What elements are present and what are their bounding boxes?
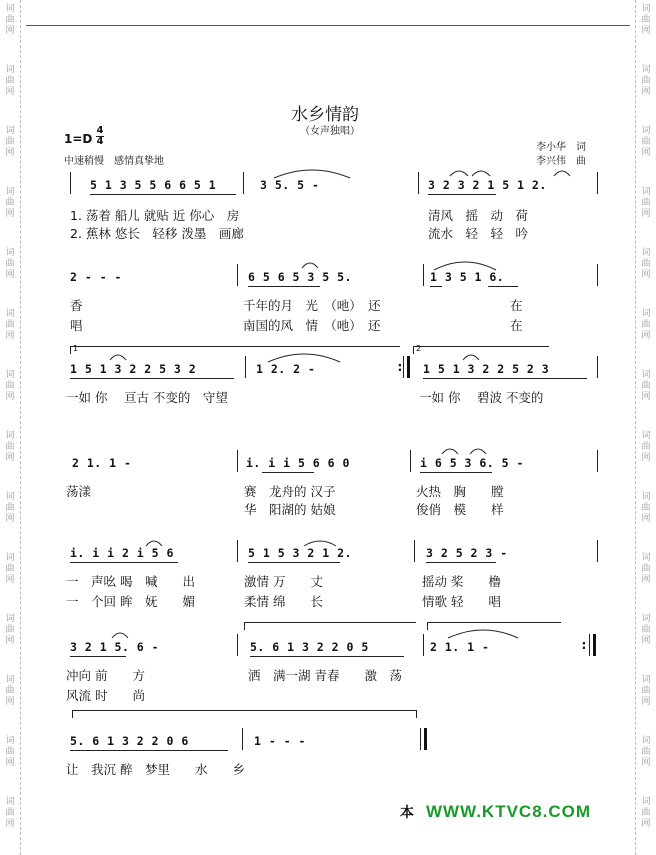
- barline: [597, 172, 598, 194]
- lyric-s4-v1-a: 荡漾: [66, 484, 92, 499]
- barline: [414, 540, 415, 562]
- volta-bracket-1: [244, 622, 416, 623]
- barline: [423, 634, 424, 656]
- volta-hook: [427, 622, 428, 630]
- barline: [237, 264, 238, 286]
- lyric-s2-v2-c: 在: [510, 318, 523, 333]
- volta-bracket-2: [427, 622, 561, 623]
- slur-arc: [470, 166, 492, 178]
- underline: [488, 286, 518, 287]
- footer-label: 本: [400, 805, 414, 821]
- slur-arc: [302, 536, 338, 548]
- barline: [423, 264, 424, 286]
- watermark-text: 词 曲 网: [641, 675, 651, 707]
- volta-bracket-1: [70, 346, 400, 347]
- underline: [70, 378, 234, 379]
- notes-s6-m1: 3 2 1 5. 6 -: [70, 640, 160, 654]
- volta-hook: [413, 346, 414, 354]
- lyricist-credit: 李小华 词: [536, 142, 586, 153]
- repeat-barline: [407, 356, 410, 378]
- lyric-s4-v2-b: 华 阳湖的 姑娘: [244, 502, 336, 517]
- lyric-s5-v1-c: 摇动 桨 橹: [422, 574, 501, 589]
- footer-url[interactable]: WWW.KTVC8.COM: [426, 802, 592, 821]
- lyric-s2-v1-a: 香: [70, 298, 83, 313]
- underline: [248, 286, 320, 287]
- final-barline: [424, 728, 427, 750]
- barline: [245, 356, 246, 378]
- watermark-text: 词 曲 网: [5, 553, 15, 585]
- barline: [597, 264, 598, 286]
- song-subtitle: （女声独唱）: [300, 126, 360, 137]
- slur-arc: [108, 350, 128, 362]
- watermark-text: 词 曲 网: [5, 797, 15, 829]
- notes-s1-m3: 3 2 3 2 1 5 1 2.: [428, 178, 547, 192]
- repeat-barline: [593, 634, 596, 656]
- lyric-s2-v1-c: 在: [510, 298, 523, 313]
- barline: [403, 356, 404, 378]
- lyric-s1-v2-b: 流水 轻 轻 吟: [428, 226, 529, 241]
- song-title: 水乡情韵: [291, 105, 359, 125]
- underline: [250, 656, 404, 657]
- barline: [243, 172, 244, 194]
- watermark-text: 词 曲 网: [641, 187, 651, 219]
- right-watermark-strip: [635, 0, 656, 855]
- underline: [423, 378, 587, 379]
- notes-s1-m1: 5 1 3 5 5 6 6 5 1: [90, 178, 217, 192]
- slur-arc: [461, 350, 481, 362]
- watermark-text: 词 曲 网: [5, 736, 15, 768]
- notes-s5-m2: 5 1 5 3 2 1 2.: [248, 546, 352, 560]
- lyric-s2-v2-a: 唱: [70, 318, 83, 333]
- barline: [420, 728, 421, 750]
- slur-arc: [552, 166, 572, 178]
- barline: [410, 450, 411, 472]
- notes-s4-m1: 2 1. 1 -: [72, 456, 132, 470]
- watermark-text: 词 曲 网: [5, 187, 15, 219]
- underline: [70, 562, 178, 563]
- watermark-text: 词 曲 网: [5, 4, 15, 36]
- underline: [262, 472, 314, 473]
- watermark-text: 词 曲 网: [641, 309, 651, 341]
- lyric-s4-v1-b: 赛 龙舟的 汉子: [244, 484, 336, 499]
- notes-s2-m1: 2 - - -: [70, 270, 122, 284]
- volta-bracket-2: [413, 346, 549, 347]
- lyric-s2-v1-b: 千年的月 光 （吔） 还: [243, 298, 381, 313]
- notes-s7-m2: 1 - - -: [254, 734, 306, 748]
- composer-credit: 李兴伟 曲: [536, 156, 586, 167]
- volta-bracket: [72, 710, 416, 711]
- tie-arc: [446, 626, 520, 640]
- watermark-text: 词 曲 网: [5, 126, 15, 158]
- notes-s1-m2: 3 5. 5 -: [260, 178, 320, 192]
- watermark-text: 词 曲 网: [641, 614, 651, 646]
- notes-s3-m2: 1 2. 2 -: [256, 362, 316, 376]
- lyric-s6-v1-a: 冲向 前 方: [66, 668, 145, 683]
- repeat-sign: :: [580, 638, 589, 653]
- underline: [430, 286, 442, 287]
- watermark-text: 词 曲 网: [641, 370, 651, 402]
- slur-arc: [144, 536, 164, 548]
- watermark-text: 词 曲 网: [5, 370, 15, 402]
- watermark-text: 词 曲 网: [641, 736, 651, 768]
- watermark-text: 词 曲 网: [641, 553, 651, 585]
- notes-s3-m1: 1 5 1 3 2 2 5 3 2: [70, 362, 197, 376]
- top-rule: [26, 25, 630, 26]
- underline: [90, 194, 236, 195]
- notes-s4-m2: i. i i 5 6 6 0: [246, 456, 350, 470]
- barline: [597, 356, 598, 378]
- watermark-text: 词 曲 网: [5, 675, 15, 707]
- volta-hook: [244, 622, 245, 630]
- slur-arc: [448, 166, 470, 178]
- lyric-s4-v1-c: 火热 胸 膛: [416, 484, 504, 499]
- lyric-s2-v2-b: 南国的风 情 （吔） 还: [243, 318, 381, 333]
- lyric-s6-v1-b: 洒 满一湖 青春 激 荡: [248, 668, 402, 683]
- lyric-s1-v2-a: 2. 蕉林 悠长 轻移 泼墨 画廊: [70, 226, 244, 241]
- left-watermark-strip: [0, 0, 21, 855]
- barline: [70, 172, 71, 194]
- key-signature: 1=D: [64, 132, 93, 146]
- time-signature: [96, 126, 104, 147]
- watermark-text: 词 曲 网: [5, 65, 15, 97]
- time-bottom: 4: [96, 136, 104, 147]
- barline: [597, 450, 598, 472]
- watermark-text: 词 曲 网: [641, 126, 651, 158]
- lyric-s4-v2-c: 俊俏 模 样: [416, 502, 504, 517]
- notes-s2-m3: 1 3 5 1 6.: [430, 270, 505, 284]
- lyric-s5-v2-b: 柔情 绵 长: [244, 594, 323, 609]
- watermark-text: 词 曲 网: [5, 614, 15, 646]
- lyric-s7: 让 我沉 醉 梦里 水 乡: [66, 762, 245, 777]
- watermark-text: 词 曲 网: [641, 492, 651, 524]
- volta-hook: [70, 346, 71, 354]
- underline: [428, 194, 496, 195]
- lyric-s3-b: 一如 你 碧波 不变的: [419, 390, 544, 405]
- lyric-s1-v1-b: 清风 摇 动 荷: [428, 208, 529, 223]
- underline: [248, 562, 340, 563]
- slur-arc: [468, 444, 488, 456]
- underline: [70, 750, 228, 751]
- slur-arc: [110, 628, 130, 640]
- volta-hook: [72, 710, 73, 718]
- watermark-text: 词 曲 网: [5, 248, 15, 280]
- barline: [237, 540, 238, 562]
- volta-2-label: 2: [416, 344, 422, 353]
- lyric-s5-v2-a: 一 个回 眸 妩 媚: [66, 594, 195, 609]
- notes-s2-m2: 6 5 6 5 3 5 5.: [248, 270, 352, 284]
- lyric-s5-v1-a: 一 声吆 喝 喊 出: [66, 574, 195, 589]
- tempo-marking: 中速稍慢 感情真挚地: [64, 156, 164, 167]
- tie-arc: [272, 166, 352, 180]
- barline: [597, 540, 598, 562]
- notes-s6-m3: 2 1. 1 -: [430, 640, 490, 654]
- underline: [70, 656, 126, 657]
- volta-hook: [416, 710, 417, 718]
- volta-1-label: 1: [73, 344, 79, 353]
- notes-s6-m2: 5. 6 1 3 2 2 0 5: [250, 640, 369, 654]
- watermark-text: 词 曲 网: [5, 309, 15, 341]
- lyric-s5-v1-b: 激情 万 丈: [244, 574, 323, 589]
- watermark-text: 词 曲 网: [641, 431, 651, 463]
- watermark-text: 词 曲 网: [641, 248, 651, 280]
- watermark-text: 词 曲 网: [5, 431, 15, 463]
- lyric-s6-v2-a: 风流 时 尚: [66, 688, 145, 703]
- notes-s4-m3: i 6 5 3 6. 5 -: [420, 456, 524, 470]
- site-footer: [400, 800, 632, 828]
- lyric-s5-v2-c: 情歌 轻 唱: [422, 594, 501, 609]
- barline: [237, 450, 238, 472]
- tie-arc: [266, 350, 342, 364]
- watermark-text: 词 曲 网: [641, 4, 651, 36]
- barline: [418, 172, 419, 194]
- barline: [237, 634, 238, 656]
- notes-s7-m1: 5. 6 1 3 2 2 0 6: [70, 734, 189, 748]
- notes-s5-m1: i. i i 2 i 5 6: [70, 546, 174, 560]
- underline: [420, 472, 492, 473]
- lyric-s1-v1-a: 1. 荡着 船儿 就贴 近 你心 房: [70, 208, 240, 223]
- watermark-text: 词 曲 网: [641, 65, 651, 97]
- slur-arc: [440, 444, 460, 456]
- lyric-s3-a: 一如 你 亘古 不变的 守望: [66, 390, 228, 405]
- notes-s3-m3: 1 5 1 3 2 2 5 2 3: [423, 362, 550, 376]
- underline: [426, 562, 496, 563]
- repeat-sign: :: [396, 360, 405, 375]
- notes-s5-m3: 3 2 5 2 3 -: [426, 546, 508, 560]
- barline: [242, 728, 243, 750]
- tie-arc: [432, 258, 498, 272]
- barline: [589, 634, 590, 656]
- time-top: 4: [96, 125, 104, 136]
- watermark-text: 词 曲 网: [5, 492, 15, 524]
- watermark-text: 词 曲 网: [641, 797, 651, 829]
- slur-arc: [300, 258, 320, 270]
